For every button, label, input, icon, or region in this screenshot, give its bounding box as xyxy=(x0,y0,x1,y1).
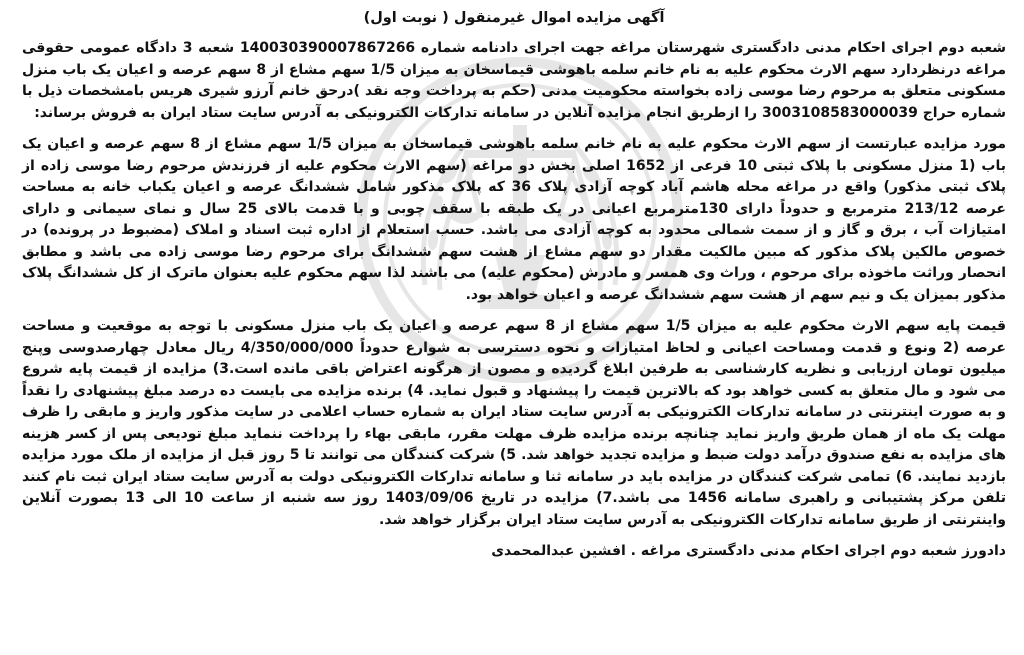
notice-item-1-paragraph: مورد مزایده عبارتست از سهم الارث محکوم علیه به نام خانم سلمه باهوشی قیماسخان به میزان 1/5 سهم مشاع از 8 سهم عرصه و اعیان یک باب (1 منزل مسکونی با پلاک ثبتی 10 فرعی از 1652 اصلی بخش دو مراغه (سهم الارث محکوم علیه از فرزندش مرحوم رضا موسی زاده از پلاک ثبتی مذکور) واقع در مراغه محله هاشم آباد کوچه آزادی پلاک 36 که پلاک مذکور شامل ششدانگ عرصه و اعیان یکباب خانه به مساحت عرصه 213/12 مترمربع و حدوداً دارای 130مترمربع اعیانی در یک طبقه با سقف چوبی و با قدمت بالای 25 سال و نمای سیمانی و دارای امتیازات آب ، برق و گاز و از سمت شمالی محدود به کوچه آزادی می باشد. حسب استعلام از اداره ثبت اسناد و املاک (مضبوط در پرونده) در خصوص مالکین پلاک مذکور که مبین مالکیت مقدار دو سهم مشاع از هشت سهم ششدانگ برای مرحوم رضا موسی زاده می باشد و مطابق انحصار وراثت ماخوذه برای مرحوم ، وراث وی همسر و مادرش (محکوم علیه) می باشند لذا سهم محکوم علیه بعنوان ماترک از کل ششدانگ پلاک مذکور بمیزان یک و نیم سهم از هشت سهم ششدانگ عرصه و اعیان خواهد بود. xyxy=(22,136,1007,303)
notice-intro-paragraph: شعبه دوم اجرای احکام مدنی دادگستری شهرستان مراغه جهت اجرای دادنامه شماره 140030390007867266 شعبه 3 دادگاه عمومی حقوقی مراغه درنظردارد سهم الارث محکوم علیه به نام خانم سلمه باهوشی قیماسخان به میزان 1/5 سهم مشاع از 8 سهم عرصه و اعیان یک باب منزل مسکونی متعلق به مرحوم رضا موسی زاده بخواسته محکومیت مدنی (حکم به پرداخت وجه نقد )درحق خانم آرزو شیری هریس بامشخصات ذیل با شماره حراج 3003108583000039 را ازطریق انجام مزایده آنلاین در سامانه تدارکات الکترونیکی به آدرس سایت ستاد ایران به فروش برساند: xyxy=(22,40,1007,121)
notice-item-2-paragraph: قیمت پایه سهم الارث محکوم علیه به میزان 1/5 سهم مشاع از 8 سهم عرصه و اعیان یک باب منزل مسکونی با توجه به موقعیت و مساحت عرصه (2 ونوع و قدمت ومساحت اعیانی و لحاظ امتیازات و نحوه دسترسی به شوارع حدوداً 4/350/000/000 ریال معادل چهارصدوسی وپنج میلیون تومان ارزیابی و نظریه کارشناسی به طرفین ابلاغ گردیده و مصون از هرگونه اعتراض باقی مانده است.3) مزایده از قیمت پایه شروع می شود و مال متعلق به کسی خواهد بود که بالاترین قیمت را پیشنهاد و قبول نماید. 4) برنده مزایده می بایست ده درصد مبلغ پیشنهادی را نقداً و به صورت اینترنتی در سامانه تدارکات الکترونیکی به آدرس سایت ستاد ایران به شماره حساب اعلامی در سایت مذکور واریز و مابقی را ظرف مهلت یک ماه از همان طریق واریز نماید چنانچه برنده مزایده ظرف مهلت مقرر، مابقی بهاء را پرداخت ننماید مبلغ تودیعی پس از کسر هزینه های مزایده به نفع صندوق درآمد دولت ضبط و مزایده تجدید خواهد شد. 5) شرکت کنندگان می توانند تا 5 روز قبل از مزایده از ملک مورد مزایده بازدید نمایند. 6) تمامی شرکت کنندگان در مزایده باید در سامانه ثنا و سامانه تدارکات الکترونیکی دولت به آدرس سایت ستاد ایران ثبت نام کنند تلفن مرکز پشتیبانی و راهبری سامانه 1456 می باشد.7) مزایده در تاریخ 1403/09/06 روز سه شنبه از ساعت 10 الی 13 بصورت آنلاین واینترنتی از طریق سامانه تدارکات الکترونیکی به آدرس سایت ستاد ایران برگزار خواهد شد. xyxy=(22,318,1007,528)
notice-title: آگهی مزایده اموال غیرمنقول ( نوبت اول) xyxy=(363,10,665,26)
notice-signature: دادورز شعبه دوم اجرای احکام مدنی دادگستری مراغه . افشین عبدالمحمدی xyxy=(491,543,1006,559)
